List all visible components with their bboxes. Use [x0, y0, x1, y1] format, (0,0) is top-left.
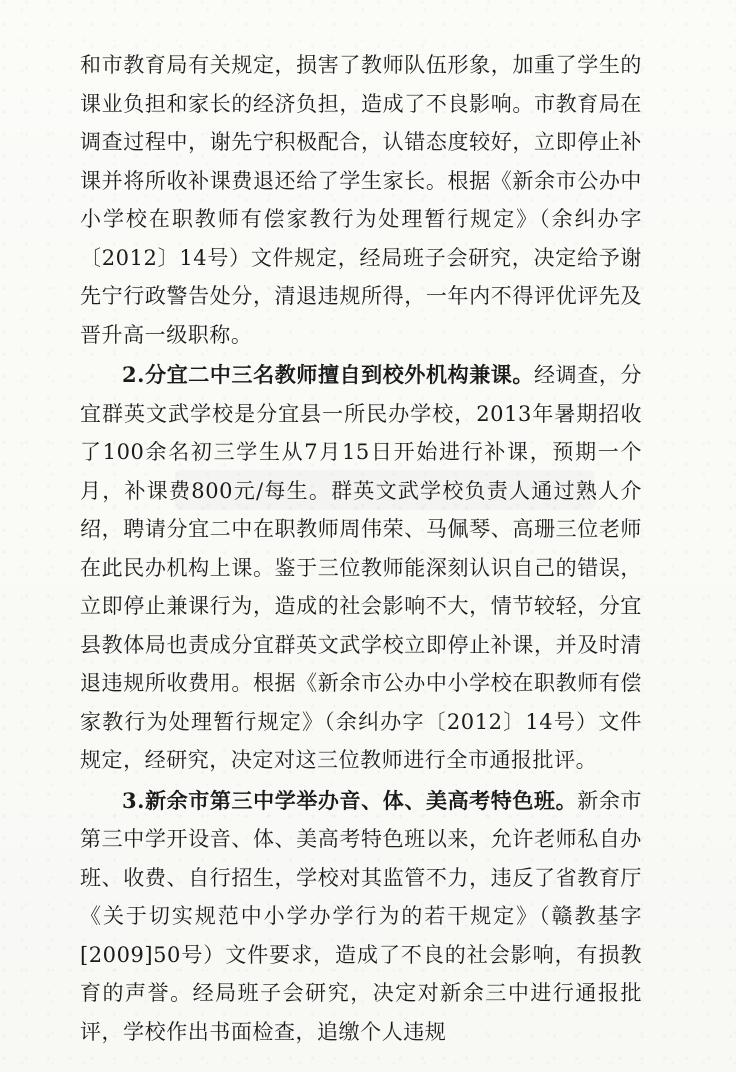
paragraph-2-heading: 2.分宜二中三名教师擅自到校外机构兼课。	[122, 362, 535, 387]
document-body	[80, 46, 642, 1051]
paragraph-3	[80, 782, 642, 1052]
paragraph-2-text: 经调查，分宜群英文武学校是分宜县一所民办学校，2013年暑期招收了100余名初三学生从7月15日开始进行补课，预期一个月，补课费800元/每生。群英文武学校负责人通过熟人介绍，聘请分宜二中在职教师周伟荣、马佩琴、高珊三位老师在此民办机构上课。鉴于三位教师能深刻认识自己的错误，立即停止兼课行为，造成的社会影响不大，情节较轻，分宜县教体局也责成分宜群英文武学校立即停止补课，并及时清退违规所收费用。根据《新余市公办中小学校在职教师有偿家教行为处理暂行规定》（余纠办字〔2012〕14号）文件规定，经研究，决定对这三位教师进行全市通报批评。	[80, 363, 643, 772]
paragraph-1	[80, 46, 642, 354]
paragraph-2	[80, 356, 642, 780]
paragraph-3-heading: 3.新余市第三中学举办音、体、美高考特色班。	[122, 787, 578, 813]
paragraph-3-text: 新余市第三中学开设音、体、美高考特色班以来，允许老师私自办班、收费、自行招生，学校对其监管不力，违反了省教育厅《关于切实规范中小学办学行为的若干规定》（赣教基字[2009]50号）文件要求，造成了不良的社会影响，有损教育的声誉。经局班子会研究，决定对新余三中进行通报批评，学校作出书面检查，追缴个人违规	[80, 788, 642, 1044]
paragraph-1-text: 和市教育局有关规定，损害了教师队伍形象，加重了学生的课业负担和家长的经济负担，造成了不良影响。市教育局在调查过程中，谢先宁积极配合，认错态度较好，立即停止补课并将所收补课费退还给了学生家长。根据《新余市公办中小学校在职教师有偿家教行为处理暂行规定》（余纠办字〔2012〕14号）文件规定，经局班子会研究，决定给予谢先宁行政警告处分，清退违规所得，一年内不得评优评先及晋升高一级职称。	[80, 53, 642, 347]
